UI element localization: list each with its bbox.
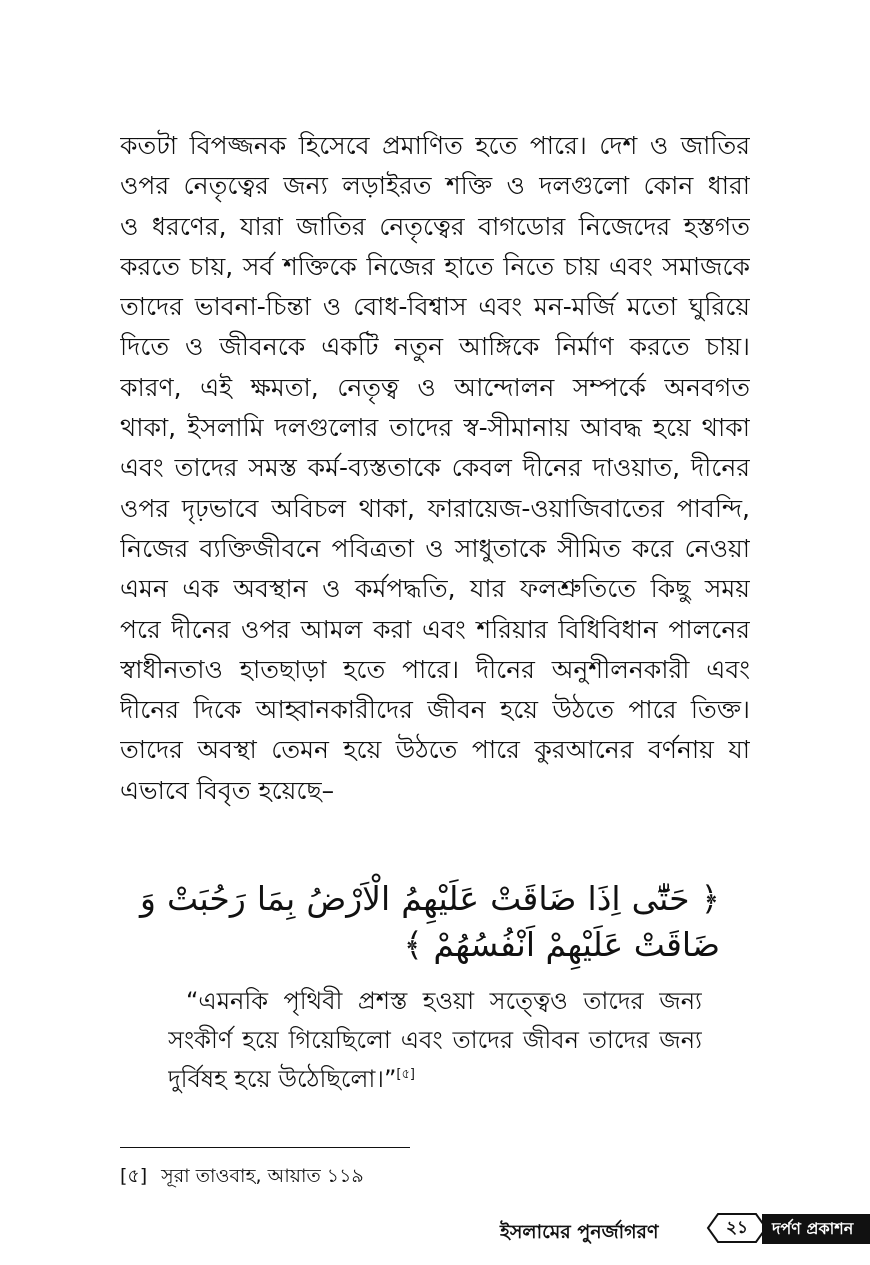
paragraph-line: করতে চায়, সর্ব শক্তিকে নিজের হাতে নিতে চায় এবং সমাজকে xyxy=(120,251,750,281)
paragraph-line: ওপর দৃঢ়ভাবে অবিচল থাকা, ফারায়েজ-ওয়াজিবাতের পাবন্দি, xyxy=(120,493,750,523)
page-number: ২১ xyxy=(725,1218,749,1238)
verse-translation xyxy=(168,982,702,1099)
paragraph-line: তাদের ভাবনা-চিন্তা ও বোধ-বিশ্বাস এবং মন-মর্জি মতো ঘুরিয়ে xyxy=(120,292,750,322)
footnote xyxy=(120,1163,364,1189)
translation-line: সংকীর্ণ হয়ে গিয়েছিলো এবং তাদের জীবন তাদের জন্য xyxy=(168,1026,702,1054)
footnote-text: সূরা তাওবাহ, আয়াত ১১৯ xyxy=(161,1165,364,1187)
paragraph-line: স্বাধীনতাও হাতছাড়া হতে পারে। দীনের অনুশীলনকারী এবং xyxy=(120,654,750,684)
paragraph-line: এবং তাদের সমস্ত কর্ম-ব্যস্ততাকে কেবল দীনের দাওয়াত, দীনের xyxy=(120,453,750,483)
paragraph-line: পরে দীনের ওপর আমল করা এবং শরিয়ার বিধিবিধান পালনের xyxy=(120,614,750,644)
main-paragraph xyxy=(120,126,750,811)
paragraph-line: কতটা বিপজ্জনক হিসেবে প্রমাণিত হতে পারে। দেশ ও জাতির xyxy=(120,131,750,160)
footnote-number: [৫] xyxy=(120,1165,148,1187)
page-footer xyxy=(500,1208,870,1254)
footnote-reference[interactable]: [৫] xyxy=(396,1067,415,1082)
publisher-logo xyxy=(762,1214,870,1244)
arabic-verse-line: ﴿ حَتّٰٓى اِذَا ضَاقَتْ عَلَيْهِمُ الْاَرْضُ بِمَا رَحُبَتْ وَ xyxy=(140,879,720,918)
paragraph-line: এভাবে বিবৃত হয়েছে– xyxy=(120,775,335,805)
page-number-badge xyxy=(706,1212,768,1244)
paragraph-line: কারণ, এই ক্ষমতা, নেতৃত্ব ও আন্দোলন সম্পর্কে অনবগত xyxy=(120,372,750,402)
translation-line-text: দুর্বিষহ হয়ে উঠেছিলো।” xyxy=(168,1065,397,1093)
paragraph-line: তাদের অবস্থা তেমন হয়ে উঠতে পারে কুরআনের বর্ণনায় যা xyxy=(120,735,750,765)
book-title: ইসলামের পুনর্জাগরণ xyxy=(500,1221,659,1243)
quran-verse-arabic xyxy=(140,876,720,968)
paragraph-line: থাকা, ইসলামি দলগুলোর তাদের স্ব-সীমানায় আবদ্ধ হয়ে থাকা xyxy=(120,413,750,443)
translation-line-last xyxy=(168,1060,702,1099)
paragraph-line: এমন এক অবস্থান ও কর্মপদ্ধতি, যার ফলশ্রুতিতে কিছু সময় xyxy=(120,574,750,604)
publisher-name: দর্পণ প্রকাশন xyxy=(772,1219,854,1238)
paragraph-line: নিজের ব্যক্তিজীবনে পবিত্রতা ও সাধুতাকে সীমিত করে নেওয়া xyxy=(120,533,750,563)
paragraph-line: দীনের দিকে আহ্বানকারীদের জীবন হয়ে উঠতে পারে তিক্ত। xyxy=(120,695,750,725)
paragraph-line: ওপর নেতৃত্বের জন্য লড়াইরত শক্তি ও দলগুলো কোন ধারা xyxy=(120,171,750,201)
footnote-divider xyxy=(120,1147,410,1148)
arabic-verse-line: ضَاقَتْ عَلَيْهِمْ اَنْفُسُهُمْ ﴾ xyxy=(403,925,720,964)
paragraph-line: ও ধরণের, যারা জাতির নেতৃত্বের বাগডোর নিজেদের হস্তগত xyxy=(120,211,750,241)
translation-line: “এমনকি পৃথিবী প্রশস্ত হওয়া সত্ত্বেও তাদের জন্য xyxy=(186,987,702,1015)
paragraph-line: দিতে ও জীবনকে একটি নতুন আঙ্গিকে নির্মাণ করতে চায়। xyxy=(120,332,750,362)
